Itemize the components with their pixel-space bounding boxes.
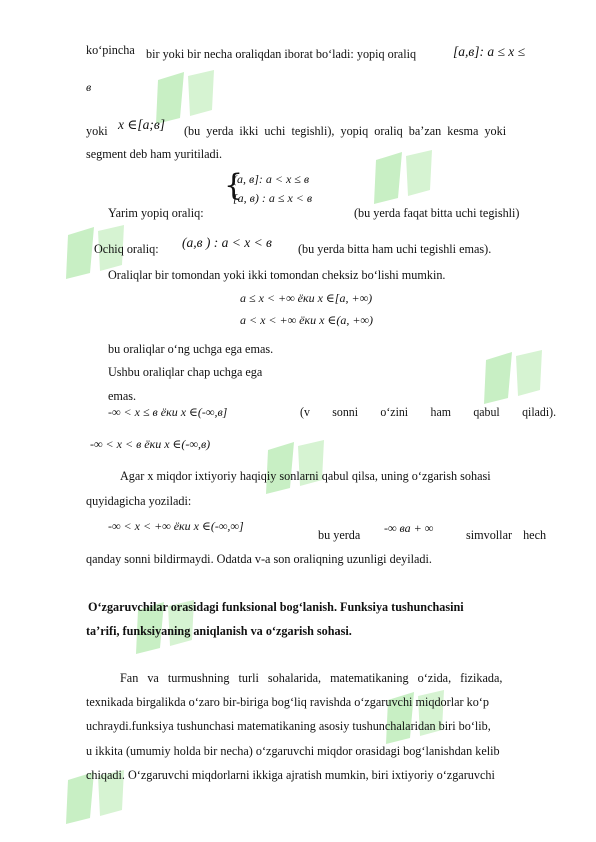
text-line: quyidagicha yoziladi: — [86, 494, 192, 508]
math-formula: x ∈[a;в] — [118, 117, 165, 132]
paragraph-line: u ikkita (umumiy holda bir necha) o‘zgaruvchi miqdor orasidagi bog‘lanishdan kelib — [86, 744, 500, 758]
math-formula: [a,в]: a ≤ x ≤ — [453, 44, 526, 59]
paragraph-line: uchraydi.funksiya tushunchasi matematikaning asosiy tushunchalaridan biri bo‘lib, — [86, 719, 491, 733]
paragraph-line: chiqadi. O‘zgaruvchi miqdorlarni ikkiga ajratish mumkin, biri ixtiyoriy o‘zgaruvchi — [86, 768, 495, 782]
text-line: (v sonni o‘zini ham qabul qiladi). — [300, 405, 557, 419]
text-line: bu oraliqlar o‘ng uchga ega emas. — [108, 342, 274, 356]
math-formula: (a,в ) : a < x < в — [182, 235, 272, 250]
math-formula: -∞ < x < в ёки x ∈(-∞,в) — [90, 437, 211, 451]
text-line: simvollar hech — [466, 528, 547, 542]
text-line: Agar x miqdor ixtiyoriy haqiqiy sonlarni qabul qilsa, uning o‘zgarish sohasi — [120, 469, 491, 483]
math-formula: -∞ ва + ∞ — [384, 521, 434, 535]
text-line: (bu yerda bitta ham uchi tegishli emas). — [298, 242, 492, 256]
text-line: (bu yerda ikki uchi tegishli), yopiq oraliq ba’zan kesma yoki — [184, 124, 507, 138]
text-line: (bu yerda faqat bitta uchi tegishli) — [354, 206, 520, 220]
section-heading: O‘zgaruvchilar orasidagi funksional bog‘lanish. Funksiya tushunchasini — [88, 600, 464, 614]
text-line: emas. — [108, 389, 137, 403]
text-line: segment deb ham yuritiladi. — [86, 147, 223, 161]
math-formula: -∞ < x < +∞ ёки x ∈(-∞,∞] — [108, 519, 244, 533]
text-line: yoki — [86, 124, 108, 138]
watermark-logo — [368, 150, 438, 206]
math-formula: [a, в) : a ≤ x < в — [233, 191, 313, 205]
text-line: Oraliqlar bir tomondan yoki ikki tomondan cheksiz bo‘lishi mumkin. — [108, 268, 446, 282]
section-heading: ta’rifi, funksiyaning aniqlanish va o‘zgarish sohasi. — [86, 624, 352, 638]
math-formula: a ≤ x < +∞ ёки x ∈[a, +∞) — [240, 291, 373, 305]
text-line: Ochiq oraliq: — [94, 242, 159, 256]
math-formula: в — [86, 80, 92, 94]
math-formula: a < x < +∞ ёки x ∈(a, +∞) — [240, 313, 373, 327]
paragraph-line: Fan va turmushning turli sohalarida, matematikaning o‘zida, fizikada, — [120, 671, 503, 685]
text-line: bir yoki bir necha oraliqdan iborat bo‘ladi: yopiq oraliq — [146, 47, 417, 61]
watermark-logo — [478, 350, 548, 406]
math-formula: -∞ < x ≤ в ёки x ∈(-∞,в] — [108, 405, 228, 419]
text-line: ko‘pincha — [86, 43, 135, 57]
paragraph-line: texnikada birgalikda o‘zaro bir-biriga bog‘liq ravishda o‘zgaruvchi miqdorlar ko‘p — [86, 695, 489, 709]
text-line: qanday sonni bildirmaydi. Odatda v-a son oraliqning uzunligi deyiladi. — [86, 552, 432, 566]
math-formula: (a, в]: a < x ≤ в — [233, 172, 310, 186]
text-line: Yarim yopiq oraliq: — [108, 206, 204, 220]
text-line: bu yerda — [318, 528, 361, 542]
text-line: Ushbu oraliqlar chap uchga ega — [108, 365, 263, 379]
watermark-logo — [260, 440, 330, 496]
brace: { — [224, 168, 244, 203]
